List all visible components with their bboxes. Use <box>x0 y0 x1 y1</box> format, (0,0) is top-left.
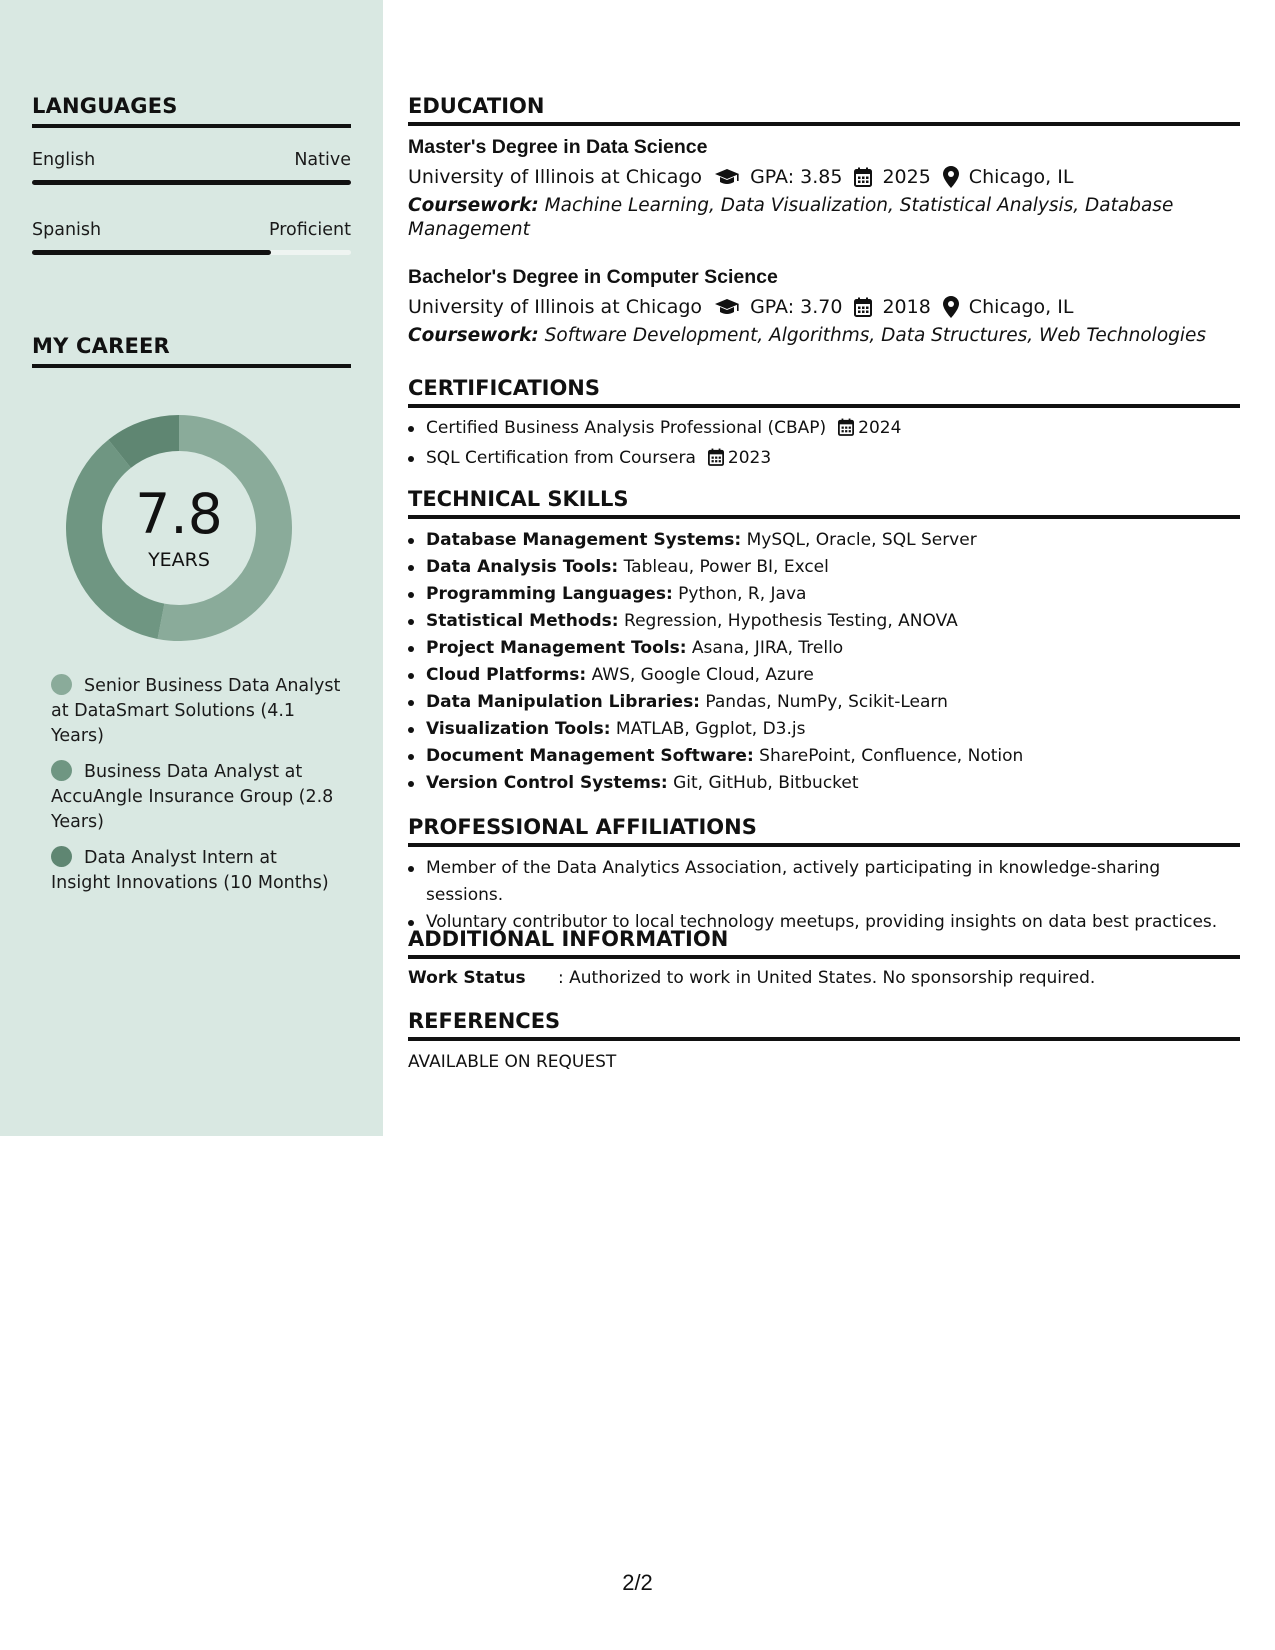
list-item <box>408 635 1240 662</box>
skill-values: AWS, Google Cloud, Azure <box>591 665 814 685</box>
list-item <box>408 716 1240 743</box>
coursework-list: Software Development, Algorithms, Data Structures, Web Technologies <box>544 325 1207 346</box>
language-proficiency-fill <box>32 180 351 185</box>
work-status-value: : Authorized to work in United States. No sponsorship required. <box>558 968 1096 988</box>
graduation-cap-icon <box>714 297 740 317</box>
career-entry-label: Business Data Analyst at AccuAngle Insurance Group (2.8 Years) <box>51 762 334 832</box>
language-level: Native <box>294 150 351 170</box>
skill-values: Python, R, Java <box>678 584 807 604</box>
skills-heading: TECHNICAL SKILLS <box>408 487 1240 519</box>
gpa: GPA: 3.85 <box>750 166 843 188</box>
skill-values: MATLAB, Ggplot, D3.js <box>615 719 806 739</box>
list-item <box>408 608 1240 635</box>
affiliations-list <box>408 855 1240 936</box>
coursework <box>408 194 1240 242</box>
calendar-icon <box>708 448 724 475</box>
skill-values: Asana, JIRA, Trello <box>691 638 844 658</box>
list-item <box>408 770 1240 797</box>
language-proficiency-bar <box>32 180 351 185</box>
graduation-cap-icon <box>714 167 740 187</box>
skill-values: Pandas, NumPy, Scikit-Learn <box>705 692 948 712</box>
additional-heading: ADDITIONAL INFORMATION <box>408 927 1240 959</box>
career-entry <box>51 674 341 749</box>
certifications-list <box>408 415 1240 475</box>
list-item <box>408 689 1240 716</box>
references-text: AVAILABLE ON REQUEST <box>408 1052 617 1072</box>
skill-values: MySQL, Oracle, SQL Server <box>746 530 977 550</box>
skill-category: Document Management Software: <box>426 746 754 766</box>
skill-category: Version Control Systems: <box>426 773 668 793</box>
references-heading: REFERENCES <box>408 1009 1240 1041</box>
certification-name: SQL Certification from Coursera <box>426 448 696 468</box>
skill-values: Git, GitHub, Bitbucket <box>673 773 859 793</box>
career-entry-label: Data Analyst Intern at Insight Innovations (10 Months) <box>51 848 329 893</box>
list-item <box>408 415 1240 445</box>
list-item <box>408 445 1240 475</box>
list-item <box>408 662 1240 689</box>
work-status-row <box>408 968 1095 988</box>
calendar-icon <box>854 297 872 317</box>
sidebar <box>0 0 383 1136</box>
education-item <box>408 266 1240 348</box>
career-entry <box>51 760 341 835</box>
languages-heading: LANGUAGES <box>32 94 351 128</box>
skill-category: Data Manipulation Libraries: <box>426 692 700 712</box>
skill-category: Programming Languages: <box>426 584 673 604</box>
skill-category: Data Analysis Tools: <box>426 557 619 577</box>
degree-title: Bachelor's Degree in Computer Science <box>408 266 778 288</box>
legend-dot <box>51 760 72 781</box>
gpa: GPA: 3.70 <box>750 296 843 318</box>
skill-category: Visualization Tools: <box>426 719 611 739</box>
graduation-year: 2025 <box>882 166 931 188</box>
skill-values: Regression, Hypothesis Testing, ANOVA <box>624 611 958 631</box>
career-entry <box>51 846 341 896</box>
list-item <box>408 554 1240 581</box>
school-location: Chicago, IL <box>968 296 1074 318</box>
languages-section <box>32 94 351 128</box>
list-item <box>408 581 1240 608</box>
skill-values: Tableau, Power BI, Excel <box>623 557 829 577</box>
career-heading: MY CAREER <box>32 334 351 368</box>
career-total-value: 7.8 <box>135 482 223 546</box>
page-number: 2/2 <box>622 1570 653 1595</box>
education-item <box>408 136 1240 242</box>
certification-name: Certified Business Analysis Professional (CBAP) <box>426 418 827 438</box>
list-item <box>408 527 1240 554</box>
skill-category: Database Management Systems: <box>426 530 742 550</box>
school-location: Chicago, IL <box>968 166 1074 188</box>
career-legend <box>51 674 341 907</box>
coursework-label: Coursework: <box>408 325 539 346</box>
career-section <box>32 334 351 368</box>
skills-list <box>408 527 1240 797</box>
skill-values: SharePoint, Confluence, Notion <box>759 746 1024 766</box>
list-item: Member of the Data Analytics Association, actively participating in knowledge-sharing sessions. <box>408 855 1240 909</box>
certifications-heading: CERTIFICATIONS <box>408 376 1240 408</box>
list-item: Voluntary contributor to local technology meetups, providing insights on data best practices. <box>408 909 1240 936</box>
degree-title: Master's Degree in Data Science <box>408 136 708 158</box>
calendar-icon <box>854 167 872 187</box>
graduation-year: 2018 <box>882 296 931 318</box>
career-total-unit: YEARS <box>148 549 210 571</box>
list-item <box>408 743 1240 770</box>
language-item-english <box>32 150 351 185</box>
language-proficiency-fill <box>32 250 271 255</box>
career-entry-label: Senior Business Data Analyst at DataSmart Solutions (4.1 Years) <box>51 676 341 746</box>
skill-category: Cloud Platforms: <box>426 665 587 685</box>
calendar-icon <box>838 418 854 445</box>
legend-dot <box>51 674 72 695</box>
coursework-list: Machine Learning, Data Visualization, Statistical Analysis, Database Management <box>408 195 1174 240</box>
language-level: Proficient <box>269 220 351 240</box>
education-heading: EDUCATION <box>408 94 1240 126</box>
language-name: English <box>32 150 96 170</box>
school-name: University of Illinois at Chicago <box>408 166 703 188</box>
school-name: University of Illinois at Chicago <box>408 296 703 318</box>
language-name: Spanish <box>32 220 102 240</box>
work-status-label: Work Status <box>408 968 526 988</box>
coursework-label: Coursework: <box>408 195 539 216</box>
certification-year: 2024 <box>858 418 902 438</box>
career-donut-chart <box>66 415 292 641</box>
location-pin-icon <box>943 296 959 318</box>
affiliations-heading: PROFESSIONAL AFFILIATIONS <box>408 815 1240 847</box>
skill-category: Statistical Methods: <box>426 611 619 631</box>
language-item-spanish <box>32 220 351 255</box>
skill-category: Project Management Tools: <box>426 638 687 658</box>
location-pin-icon <box>943 166 959 188</box>
legend-dot <box>51 846 72 867</box>
language-proficiency-bar <box>32 250 351 255</box>
certification-year: 2023 <box>727 448 772 468</box>
coursework <box>408 324 1240 348</box>
